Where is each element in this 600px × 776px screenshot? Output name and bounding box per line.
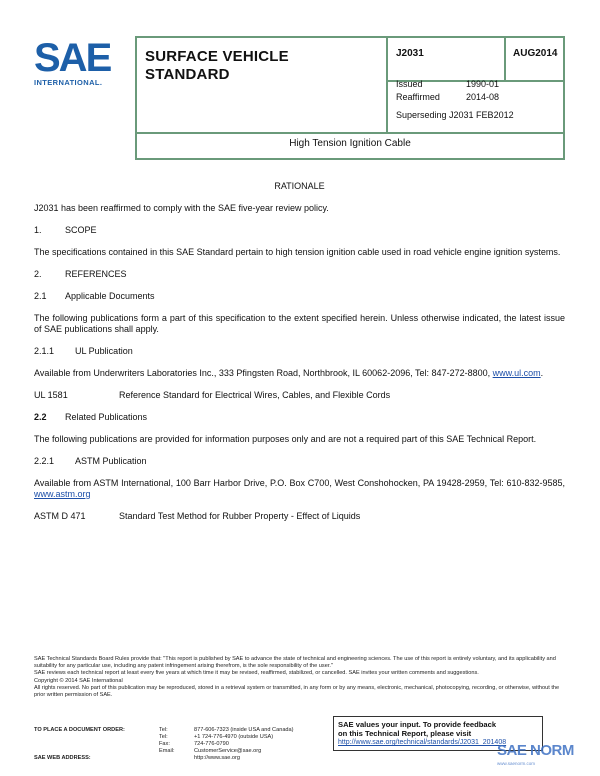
section-number: 2.1 xyxy=(34,291,47,301)
related-publications-text: The following publications are provided for information purposes only and are not a required part of this SAE Technical Report. xyxy=(34,434,537,444)
footer-review-note: SAE reviews each technical report at least every five years at which time it may be revised, reaffirmed, stabilized, or cancelled. SAE invites your written comments and suggestions. xyxy=(34,670,479,677)
header-divider xyxy=(137,132,563,134)
tel-value: +1 724-776-4970 (outside USA) xyxy=(194,734,274,740)
document-body xyxy=(34,181,565,522)
header-divider xyxy=(504,38,506,80)
reference-title: Reference Standard for Electrical Wires, Cables, and Flexible Cords xyxy=(119,390,391,400)
section-title: SCOPE xyxy=(65,225,97,235)
sae-logo-mark: SAE xyxy=(34,36,111,80)
astm-link[interactable]: www.astm.org xyxy=(34,489,91,499)
email-label: Email: xyxy=(159,748,175,754)
section-number: 2.2.1 xyxy=(34,456,55,466)
rationale-heading: RATIONALE xyxy=(274,181,325,191)
section-1-heading xyxy=(34,225,565,236)
ul-address: Available from Underwriters Laboratories Inc., 333 Pfingsten Road, Northbrook, IL 60062-2096, Tel: 847-272-8800, xyxy=(34,368,491,378)
legal-footer xyxy=(34,656,565,699)
astm-publication-text xyxy=(34,478,565,500)
header-divider xyxy=(386,38,388,132)
section-title: ASTM Publication xyxy=(75,456,147,466)
section-number: 2. xyxy=(34,269,42,279)
email-value: CustomerService@sae.org xyxy=(194,748,262,754)
section-2-2-heading xyxy=(34,412,565,423)
section-number: 1. xyxy=(34,225,42,235)
section-title: Applicable Documents xyxy=(65,291,155,301)
fax-value: 724-776-0790 xyxy=(194,741,229,747)
section-2-1-1-heading xyxy=(34,346,565,357)
footer-copyright: Copyright © 2014 SAE International xyxy=(34,677,123,684)
section-2-2-1-heading xyxy=(34,456,565,467)
issued-label: Issued xyxy=(396,79,423,89)
ul-reference xyxy=(34,390,565,401)
section-title: UL Publication xyxy=(75,346,133,356)
document-header xyxy=(135,36,565,160)
section-title: Related Publications xyxy=(65,412,148,422)
issued-value: 1990-01 xyxy=(466,79,500,89)
reaffirmed-label: Reaffirmed xyxy=(396,92,440,102)
feedback-link[interactable]: http://www.sae.org/technical/standards/J2031_201408 xyxy=(338,739,507,746)
section-number: 2.1.1 xyxy=(34,346,55,356)
web-value: http://www.sae.org xyxy=(194,755,241,761)
tel-label: Tel: xyxy=(159,734,168,740)
section-number: 2.2 xyxy=(34,412,47,422)
section-2-1-heading xyxy=(34,291,565,302)
section-title: REFERENCES xyxy=(65,269,127,279)
astm-reference xyxy=(34,511,565,522)
reference-code: ASTM D 471 xyxy=(34,511,86,521)
scope-text: The specifications contained in this SAE Standard pertain to high tension ignition cable used in road vehicle engine ignition systems. xyxy=(34,247,561,257)
web-label: SAE WEB ADDRESS: xyxy=(34,755,91,761)
sae-logo-subtitle: INTERNATIONAL. xyxy=(34,78,103,87)
tel-value: 877-606-7323 (inside USA and Canada) xyxy=(194,727,294,733)
tel-label: Tel: xyxy=(159,727,168,733)
title-line-2: STANDARD xyxy=(145,66,230,83)
document-subject: High Tension Ignition Cable xyxy=(289,138,411,149)
ul-publication-text: Available from Underwriters Laboratories Inc., 333 Pfingsten Road, Northbrook, IL 60062-2096, Tel: 847-272-8800, www.ul.com. xyxy=(34,368,544,378)
document-date: AUG2014 xyxy=(513,48,558,59)
reference-code: UL 1581 xyxy=(34,390,68,400)
sae-logo xyxy=(34,38,119,87)
watermark-subtext: www.saenorm.com xyxy=(497,761,536,766)
section-2-heading xyxy=(34,269,565,280)
footer-rights: All rights reserved. No part of this publication may be reproduced, stored in a retrieval system or transmitted, in any form or by any means, electronic, mechanical, photocopying, recording, or otherwise, without the prior written permission of SAE. xyxy=(34,684,560,699)
issue-dates xyxy=(396,78,499,104)
order-label: TO PLACE A DOCUMENT ORDER: xyxy=(34,727,125,733)
superseding-note: Superseding J2031 FEB2012 xyxy=(396,110,514,120)
rationale-text: J2031 has been reaffirmed to comply with the SAE five-year review policy. xyxy=(34,203,329,213)
document-number: J2031 xyxy=(396,48,424,59)
applicable-documents-text: The following publications form a part of this specification to the extent specified herein. Unless otherwise indicated, the latest issue of SAE publications shall apply. xyxy=(34,313,565,334)
footer-board-rules: SAE Technical Standards Board Rules provide that: "This report is published by SAE to advance the state of technical and engineering sciences. The use of this report is entirely voluntary, and its applicability and suitability for any particular use, including any patent infringement arising therefrom, is the sole responsibility of the user." xyxy=(34,656,556,670)
watermark: SAE NORM xyxy=(497,742,574,759)
document-type-title xyxy=(145,48,289,84)
feedback-line-2: on this Technical Report, please visit xyxy=(338,729,472,738)
feedback-line-1: SAE values your input. To provide feedback xyxy=(338,720,497,729)
title-line-1: SURFACE VEHICLE xyxy=(145,48,289,65)
fax-label: Fax: xyxy=(159,741,170,747)
astm-address: Available from ASTM International, 100 Barr Harbor Drive, P.O. Box C700, West Conshohocken, PA 19428-2959, Tel: 610-832-9585, xyxy=(34,478,565,488)
reaffirmed-value: 2014-08 xyxy=(466,92,500,102)
reference-title: Standard Test Method for Rubber Property - Effect of Liquids xyxy=(119,511,361,521)
ul-link[interactable]: www.ul.com xyxy=(492,368,541,378)
